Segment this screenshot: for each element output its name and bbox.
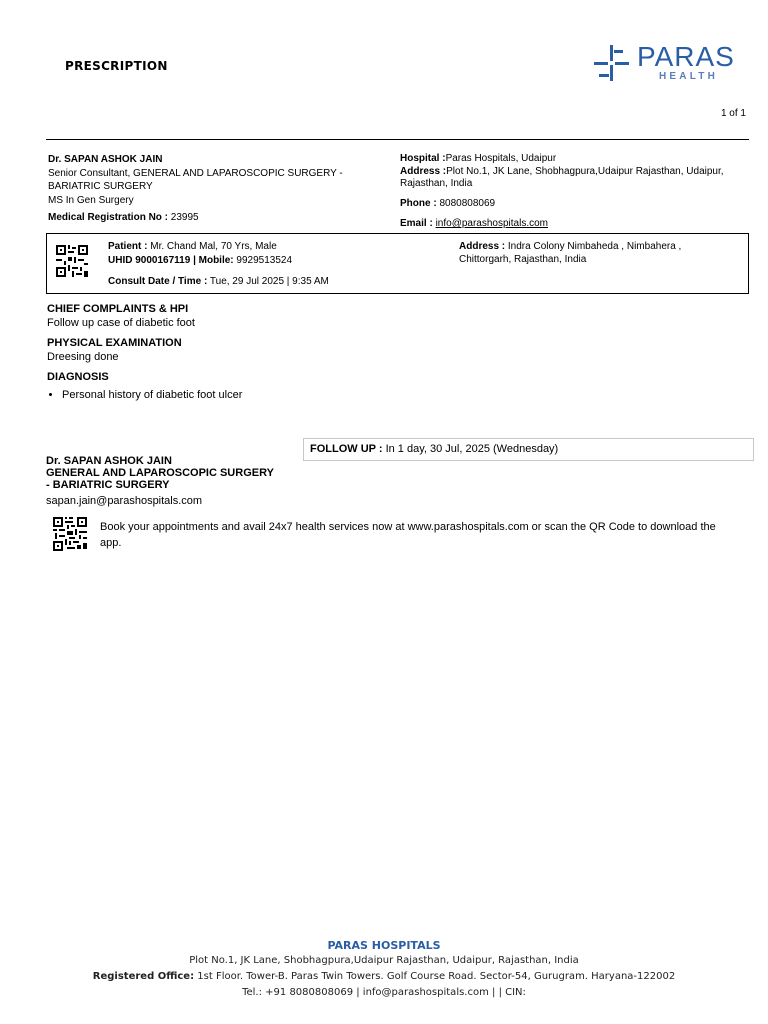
diagnosis-list xyxy=(47,388,647,402)
follow-up-box xyxy=(303,438,754,461)
consult-datetime: Tue, 29 Jul 2025 | 9:35 AM xyxy=(209,276,329,287)
header-divider xyxy=(46,139,749,140)
paras-logo-icon xyxy=(594,45,632,83)
footer-reg-address: 1st Floor. Tower-B. Paras Twin Towers. Golf Course Road. Sector-54, Gurugram. Haryana-122002 xyxy=(197,971,676,982)
signature-name: Dr. SAPAN ASHOK JAIN xyxy=(46,455,172,467)
patient-line xyxy=(108,240,438,253)
doctor-qualification: MS In Gen Surgery xyxy=(48,195,134,206)
footer-reg-label: Registered Office: xyxy=(92,971,195,982)
signature-email: sapan.jain@parashospitals.com xyxy=(46,495,203,507)
complaints-heading: CHIEF COMPLAINTS & HPI xyxy=(47,303,189,315)
clinical-sections xyxy=(47,302,647,402)
registration-number: 23995 xyxy=(170,212,199,223)
patient-details xyxy=(108,240,438,288)
signature-specialty-1: GENERAL AND LAPAROSCOPIC SURGERY xyxy=(46,467,274,479)
phone-label: Phone : xyxy=(400,198,437,209)
patient-mobile: 9929513524 xyxy=(236,255,293,266)
patient-name: Mr. Chand Mal, 70 Yrs, Male xyxy=(150,241,277,252)
footer-org: PARAS HOSPITALS xyxy=(327,939,441,952)
uhid-line xyxy=(108,254,438,267)
diagnosis-heading: DIAGNOSIS xyxy=(47,371,109,383)
follow-up-value: In 1 day, 30 Jul, 2025 (Wednesday) xyxy=(385,443,559,455)
hospital-email-line xyxy=(400,217,750,230)
hospital-address-line xyxy=(400,166,750,190)
registration-label: Medical Registration No : xyxy=(48,212,169,223)
footer-registered-office xyxy=(0,969,768,985)
hospital-address-label: Address : xyxy=(400,166,447,177)
patient-label: Patient : xyxy=(108,241,148,252)
exam-heading: PHYSICAL EXAMINATION xyxy=(47,337,182,349)
follow-up-label: FOLLOW UP : xyxy=(310,443,383,455)
hospital-phone-line xyxy=(400,197,750,210)
doctor-designation: Senior Consultant, GENERAL AND LAPAROSCOPIC SURGERY - BARIATRIC SURGERY xyxy=(48,168,343,192)
exam-text: Dreesing done xyxy=(47,351,119,363)
hospital-phone: 8080808069 xyxy=(439,198,496,209)
patient-address-text: Indra Colony Nimbaheda , Nimbahera , Chittorgarh, Rajasthan, India xyxy=(459,241,682,265)
app-qr-code-icon xyxy=(53,517,87,551)
registration-line xyxy=(48,211,378,224)
footer-contact: Tel.: +91 8080808069 | info@parashospitals.com | | CIN: xyxy=(242,987,526,998)
signature-block xyxy=(46,455,296,507)
patient-address xyxy=(459,240,729,266)
patient-address-label: Address : xyxy=(459,241,506,252)
page-indicator: 1 of 1 xyxy=(720,108,746,119)
patient-qr-code-icon xyxy=(56,245,88,277)
hospital-email-link[interactable]: info@parashospitals.com xyxy=(435,218,549,229)
footer xyxy=(0,938,768,1001)
hospital-name: Paras Hospitals, Udaipur xyxy=(445,153,557,164)
doctor-info xyxy=(48,153,378,224)
complaints-text: Follow up case of diabetic foot xyxy=(47,317,195,329)
email-label: Email : xyxy=(400,218,433,229)
logo-subtitle: HEALTH xyxy=(659,71,719,82)
uhid-label: UHID 9000167119 | Mobile: xyxy=(108,255,234,266)
diagnosis-item: • Personal history of diabetic foot ulcer xyxy=(62,388,647,402)
consult-label: Consult Date / Time : xyxy=(108,276,208,287)
logo-wordmark: PARAS xyxy=(637,41,735,72)
consult-line xyxy=(108,275,438,288)
hospital-name-line xyxy=(400,152,750,165)
hospital-info xyxy=(400,152,750,230)
signature-specialty-2: - BARIATRIC SURGERY xyxy=(46,479,170,491)
footer-address: Plot No.1, JK Lane, Shobhagpura,Udaipur Rajasthan, Udaipur, Rajasthan, India xyxy=(189,955,579,966)
hospital-address: Plot No.1, JK Lane, Shobhagpura,Udaipur Rajasthan, Udaipur, Rajasthan, India xyxy=(400,166,724,189)
app-promo-text: Book your appointments and avail 24x7 health services now at www.parashospitals.com or scan the QR Code to download the app. xyxy=(100,521,716,549)
hospital-label: Hospital : xyxy=(400,153,446,164)
page-title: PRESCRIPTION xyxy=(65,59,168,73)
patient-info-box xyxy=(46,233,749,294)
doctor-name: Dr. SAPAN ASHOK JAIN xyxy=(48,154,163,165)
